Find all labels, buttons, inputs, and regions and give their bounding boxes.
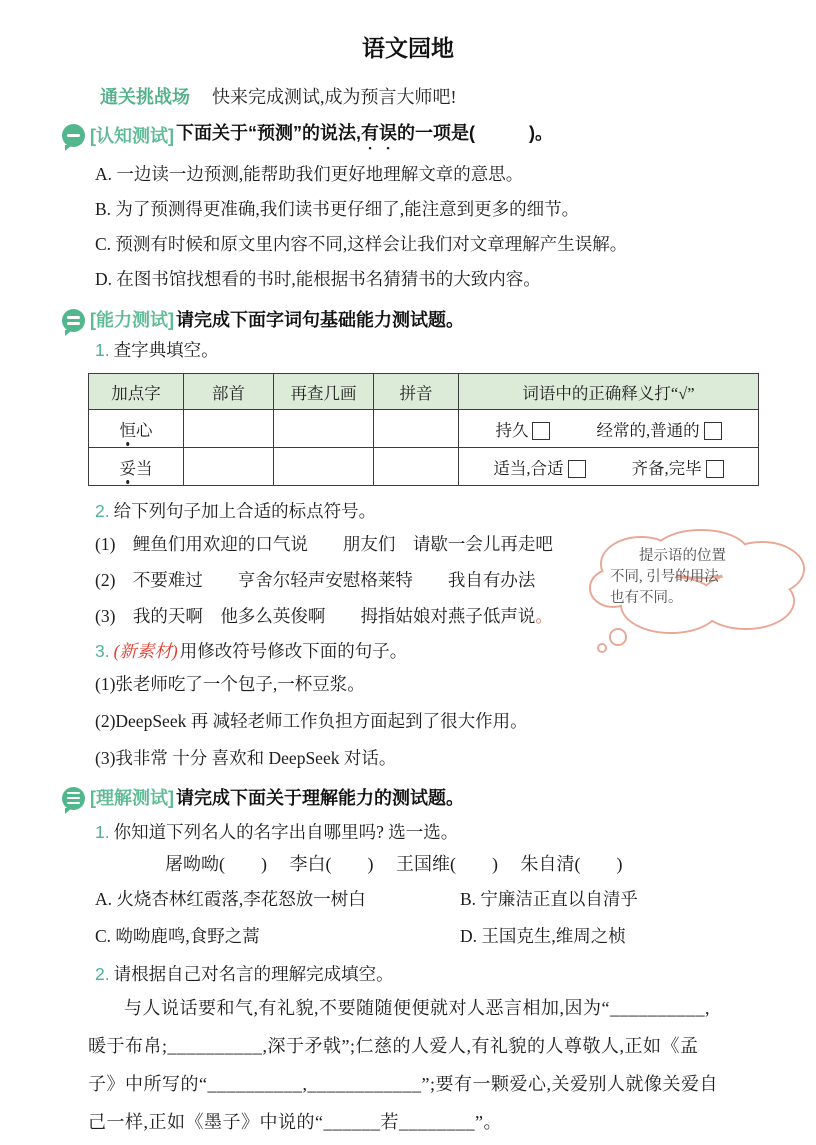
revision-item-2: (2)DeepSeek 再 减轻老师工作负担方面起到了很大作用。: [95, 711, 528, 731]
question-text-pre: 下面关于“预测”的说法,: [176, 123, 362, 143]
fill-blank-paragraph: [88, 989, 778, 1141]
section-three-badge-icon: [62, 787, 85, 810]
new-material-tag: (新素材): [113, 641, 178, 661]
section-ability-head: [62, 305, 816, 335]
answer-checkbox: [706, 460, 724, 478]
dictionary-table: [88, 373, 759, 486]
celebrity-names-line: 屠呦呦( ) 李白( ) 王国维( ) 朱自清( ): [165, 854, 623, 874]
section-ability-tag: [能力测试]: [90, 310, 174, 330]
hint-thought-bubble: [586, 524, 814, 656]
section-comprehension-title: 请完成下面关于理解能力的测试题。: [176, 788, 464, 808]
option-a: A. 火烧杏林红霞落,李花怒放一树白: [95, 889, 366, 909]
strokes-blank-cell: [274, 410, 374, 448]
section-one-badge-icon: [62, 124, 85, 147]
question-number: 1.: [95, 822, 110, 842]
question-text: 给下列句子加上合适的标点符号。: [113, 501, 377, 521]
sentence-item-2: (2) 不要难过 亨舍尔轻声安慰格莱特 我自有办法: [95, 570, 536, 590]
meaning-option: 齐备,完毕: [632, 455, 724, 479]
radical-blank-cell: [184, 410, 274, 448]
radical-blank-cell: [184, 448, 274, 486]
section-comprehension-head: [62, 783, 816, 813]
names-options-grid: [95, 881, 816, 955]
option-a: A. 一边读一边预测,能帮助我们更好地理解文章的意思。: [95, 164, 524, 184]
option-c: C. 预测有时候和原文里内容不同,这样会让我们对文章理解产生误解。: [95, 234, 628, 254]
option-b: B. 宁廉洁正直以自清乎: [460, 889, 638, 909]
table-header-row: [89, 374, 759, 410]
paragraph-line: 暖于布帛;__________,深于矛戟”;仁慈的人爱人,有礼貌的人尊敬人,正如《孟: [88, 1036, 699, 1056]
page-title: 语文园地: [362, 35, 454, 61]
section-ability-title: 请完成下面字词句基础能力测试题。: [176, 310, 464, 330]
question-number: 1.: [95, 340, 110, 360]
word-tuodang: 妥当: [89, 448, 184, 486]
section-comprehension-tag: [理解测试]: [90, 788, 174, 808]
question-dictionary: [95, 335, 816, 365]
meaning-cell: [459, 410, 759, 448]
section-cognition-tag: [认知测试]: [90, 125, 174, 146]
section-cognition-head: [62, 118, 816, 153]
meaning-cell: [459, 448, 759, 486]
question-text-post: 的一项是( )。: [397, 123, 554, 143]
question-number: 2.: [95, 501, 110, 521]
question-names: [95, 817, 816, 847]
question-text: 查字典填空。: [113, 340, 219, 360]
intro-line: [100, 84, 816, 110]
emphasized-word: 有误: [361, 123, 398, 143]
revision-item-3: (3)我非常 十分 喜欢和 DeepSeek 对话。: [95, 748, 397, 768]
pinyin-blank-cell: [374, 410, 459, 448]
section-two-badge-icon: [62, 309, 85, 332]
meaning-option: 持久: [495, 417, 550, 441]
worksheet-page: [0, 34, 816, 1145]
table-row: [89, 410, 759, 448]
section-cognition-question: [176, 118, 553, 153]
answer-checkbox: [704, 422, 722, 440]
option-c: C. 呦呦鹿鸣,食野之蒿: [95, 926, 260, 946]
table-row: [89, 448, 759, 486]
paragraph-line: 与人说话要和气,有礼貌,不要随随便便就对人恶言相加,因为“__________,: [124, 998, 710, 1018]
answer-checkbox: [532, 422, 550, 440]
paragraph-line: 子》中所写的“__________,____________”;要有一颗爱心,关爱别人就像关爱自: [88, 1074, 718, 1094]
meaning-option: 适当,合适: [493, 455, 585, 479]
header-radical: 部首: [184, 374, 274, 410]
header-pinyin: 拼音: [374, 374, 459, 410]
question-fill-blanks: [95, 959, 816, 989]
header-meaning: 词语中的正确释义打“√”: [459, 374, 759, 410]
strokes-blank-cell: [274, 448, 374, 486]
question-text: 用修改符号修改下面的句子。: [179, 641, 408, 661]
pinyin-blank-cell: [374, 448, 459, 486]
option-d: D. 在图书馆找想看的书时,能根据书名猜猜书的大致内容。: [95, 269, 541, 289]
question-text: 请根据自己对名言的理解完成填空。: [113, 964, 394, 984]
intro-text: 快来完成测试,成为预言大师吧!: [212, 87, 457, 107]
question-punctuation: [95, 496, 816, 526]
answer-checkbox: [568, 460, 586, 478]
option-d: D. 王国克生,维周之桢: [460, 926, 626, 946]
paragraph-line: 己一样,正如《墨子》中说的“______若________”。: [88, 1112, 502, 1132]
hint-text: 提示语的位置 不同, 引号的用法 也有不同。: [610, 548, 726, 606]
meaning-option: 经常的,普通的: [596, 417, 721, 441]
red-period: 。: [535, 606, 553, 626]
question-number: 3.: [95, 641, 110, 661]
challenge-arena-label: 通关挑战场: [100, 87, 190, 107]
header-dotted-char: 加点字: [89, 374, 184, 410]
revision-item-1: (1)张老师吃了一个包子,一杯豆浆。: [95, 674, 365, 694]
header-strokes: 再查几画: [274, 374, 374, 410]
question-text: 你知道下列名人的名字出自哪里吗? 选一选。: [113, 822, 459, 842]
question-number: 2.: [95, 964, 110, 984]
option-b: B. 为了预测得更准确,我们读书更仔细了,能注意到更多的细节。: [95, 199, 580, 219]
sentence-item-3: (3) 我的天啊 他多么英俊啊 拇指姑娘对燕子低声说。: [95, 606, 553, 626]
word-hengxin: 恒心: [89, 410, 184, 448]
sentence-item-1: (1) 鲤鱼们用欢迎的口气说 朋友们 请歇一会儿再走吧: [95, 534, 553, 554]
